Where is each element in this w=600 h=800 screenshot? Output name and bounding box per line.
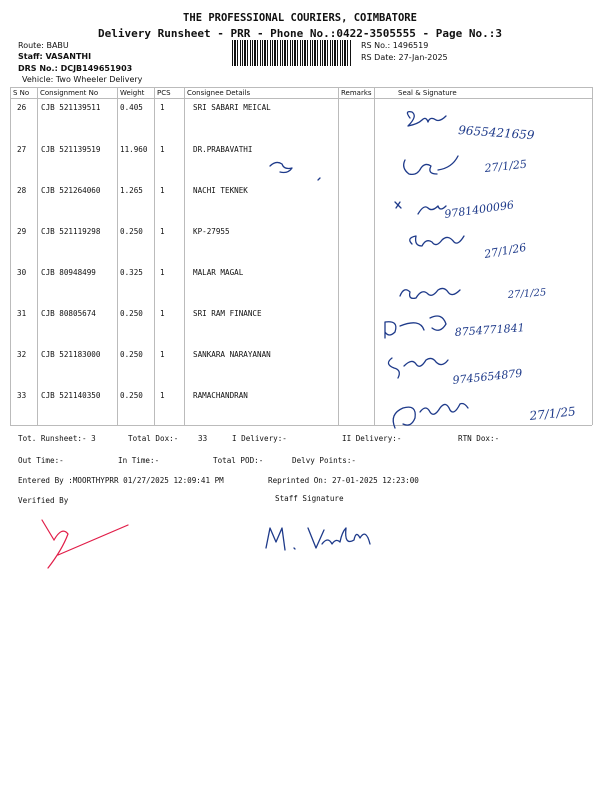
staff-label: Staff: VASANTHI xyxy=(18,52,92,61)
cell-consignment: CJB 521139519 xyxy=(41,145,101,154)
cell-pcs: 1 xyxy=(160,268,165,277)
col-divider xyxy=(10,87,11,425)
ii-delivery: II Delivery:- xyxy=(342,434,402,443)
cell-pcs: 1 xyxy=(160,309,165,318)
route-label: Route: BABU xyxy=(18,41,69,50)
handwritten-phone-32: 9745654879 xyxy=(451,366,523,387)
cell-pcs: 1 xyxy=(160,186,165,195)
handwritten-phone-28: 9781400096 xyxy=(443,198,515,221)
cell-weight: 1.265 xyxy=(120,186,143,195)
table-header-border xyxy=(10,98,592,99)
cell-pcs: 1 xyxy=(160,391,165,400)
handwritten-date-30: 27/1/25 xyxy=(507,287,547,301)
handwritten-phone-31: 8754771841 xyxy=(454,321,526,339)
company-title: THE PROFESSIONAL COURIERS, COIMBATORE xyxy=(183,12,417,24)
cell-consignment: CJB 521139511 xyxy=(41,103,101,112)
cell-consignment: CJB 521119298 xyxy=(41,227,101,236)
col-divider xyxy=(374,87,375,425)
vehicle-label: Vehicle: Two Wheeler Delivery xyxy=(22,75,143,84)
cell-weight: 0.325 xyxy=(120,268,143,277)
cell-sno: 31 xyxy=(17,309,27,318)
cell-consignee: NACHI TEKNEK xyxy=(193,186,248,195)
handwritten-date-33: 27/1/25 xyxy=(528,404,577,423)
delvy-points: Delvy Points:- xyxy=(292,456,357,465)
entered-by: Entered By :MOORTHYPRR 01/27/2025 12:09:41 PM xyxy=(18,476,224,485)
cell-weight: 0.405 xyxy=(120,103,143,112)
rtn-dox: RTN Dox:- xyxy=(458,434,500,443)
signature-row-27 xyxy=(270,156,527,180)
cell-pcs: 1 xyxy=(160,145,165,154)
cell-sno: 26 xyxy=(17,103,27,112)
rs-date: RS Date: 27-Jan-2025 xyxy=(361,53,448,62)
verified-by-label: Verified By xyxy=(18,496,69,505)
handwritten-date-27: 27/1/25 xyxy=(483,157,528,175)
table-top-border xyxy=(10,87,592,88)
col-divider xyxy=(154,87,155,425)
col-header-weight: Weight xyxy=(120,89,145,97)
handwritten-date-29: 27/1/26 xyxy=(483,240,528,261)
cell-consignee: KP-27955 xyxy=(193,227,230,236)
cell-weight: 0.250 xyxy=(120,391,143,400)
cell-consignee: SRI RAM FINANCE xyxy=(193,309,262,318)
cell-consignee: SRI SABARI MEICAL xyxy=(193,103,271,112)
signature-row-28 xyxy=(395,198,515,221)
cell-weight: 0.250 xyxy=(120,309,143,318)
col-header-pcs: PCS xyxy=(157,89,171,97)
col-divider xyxy=(184,87,185,425)
col-divider xyxy=(117,87,118,425)
table-bottom-border xyxy=(10,425,592,426)
cell-pcs: 1 xyxy=(160,350,165,359)
cell-consignment: CJB 521183000 xyxy=(41,350,101,359)
runsheet-subtitle: Delivery Runsheet - PRR - Phone No.:0422-3505555 - Page No.:3 xyxy=(98,27,502,40)
cell-consignee: MALAR MAGAL xyxy=(193,268,244,277)
col-header-sno: S No xyxy=(13,89,30,97)
col-header-consignee: Consignee Details xyxy=(187,89,251,97)
col-header-seal: Seal & Signature xyxy=(398,89,457,97)
cell-weight: 0.250 xyxy=(120,350,143,359)
cell-weight: 11.960 xyxy=(120,145,148,154)
rs-number: RS No.: 1496519 xyxy=(361,41,429,50)
cell-consignee: DR.PRABAVATHI xyxy=(193,145,253,154)
i-delivery: I Delivery:- xyxy=(232,434,287,443)
cell-consignment: CJB 521140350 xyxy=(41,391,101,400)
col-header-consignment: Consignment No xyxy=(40,89,99,97)
signature-row-30 xyxy=(400,287,547,301)
cell-pcs: 1 xyxy=(160,103,165,112)
verifier-signature-image xyxy=(30,515,140,585)
col-header-remarks: Remarks xyxy=(341,89,372,97)
total-dox-value: 33 xyxy=(198,434,208,443)
total-dox-label: Total Dox:- xyxy=(128,434,179,443)
signature-row-32 xyxy=(388,358,522,387)
cell-sno: 33 xyxy=(17,391,27,400)
cell-sno: 32 xyxy=(17,350,27,359)
signature-row-26 xyxy=(407,112,535,143)
in-time: In Time:- xyxy=(118,456,160,465)
out-time: Out Time:- xyxy=(18,456,64,465)
col-divider xyxy=(37,87,38,425)
signature-row-29 xyxy=(410,236,528,261)
signature-row-31 xyxy=(385,316,525,339)
cell-sno: 27 xyxy=(17,145,27,154)
staff-signature-image xyxy=(260,518,390,558)
total-runsheet: Tot. Runsheet:- 3 xyxy=(18,434,96,443)
cell-consignee: SANKARA NARAYANAN xyxy=(193,350,271,359)
col-divider xyxy=(592,87,593,425)
cell-weight: 0.250 xyxy=(120,227,143,236)
cell-consignment: CJB 521264060 xyxy=(41,186,101,195)
cell-pcs: 1 xyxy=(160,227,165,236)
total-pod: Total POD:- xyxy=(213,456,264,465)
cell-sno: 28 xyxy=(17,186,27,195)
cell-consignment: CJB 80948499 xyxy=(41,268,96,277)
handwritten-phone-26: 9655421659 xyxy=(457,123,535,143)
staff-signature-label: Staff Signature xyxy=(275,494,344,503)
col-divider xyxy=(338,87,339,425)
cell-sno: 29 xyxy=(17,227,27,236)
reprinted-on: Reprinted On: 27-01-2025 12:23:00 xyxy=(268,476,419,485)
drs-number: DRS No.: DCJB149651903 xyxy=(18,64,133,73)
cell-consignee: RAMACHANDRAN xyxy=(193,391,248,400)
cell-sno: 30 xyxy=(17,268,27,277)
barcode-image xyxy=(232,40,352,66)
cell-consignment: CJB 80805674 xyxy=(41,309,96,318)
